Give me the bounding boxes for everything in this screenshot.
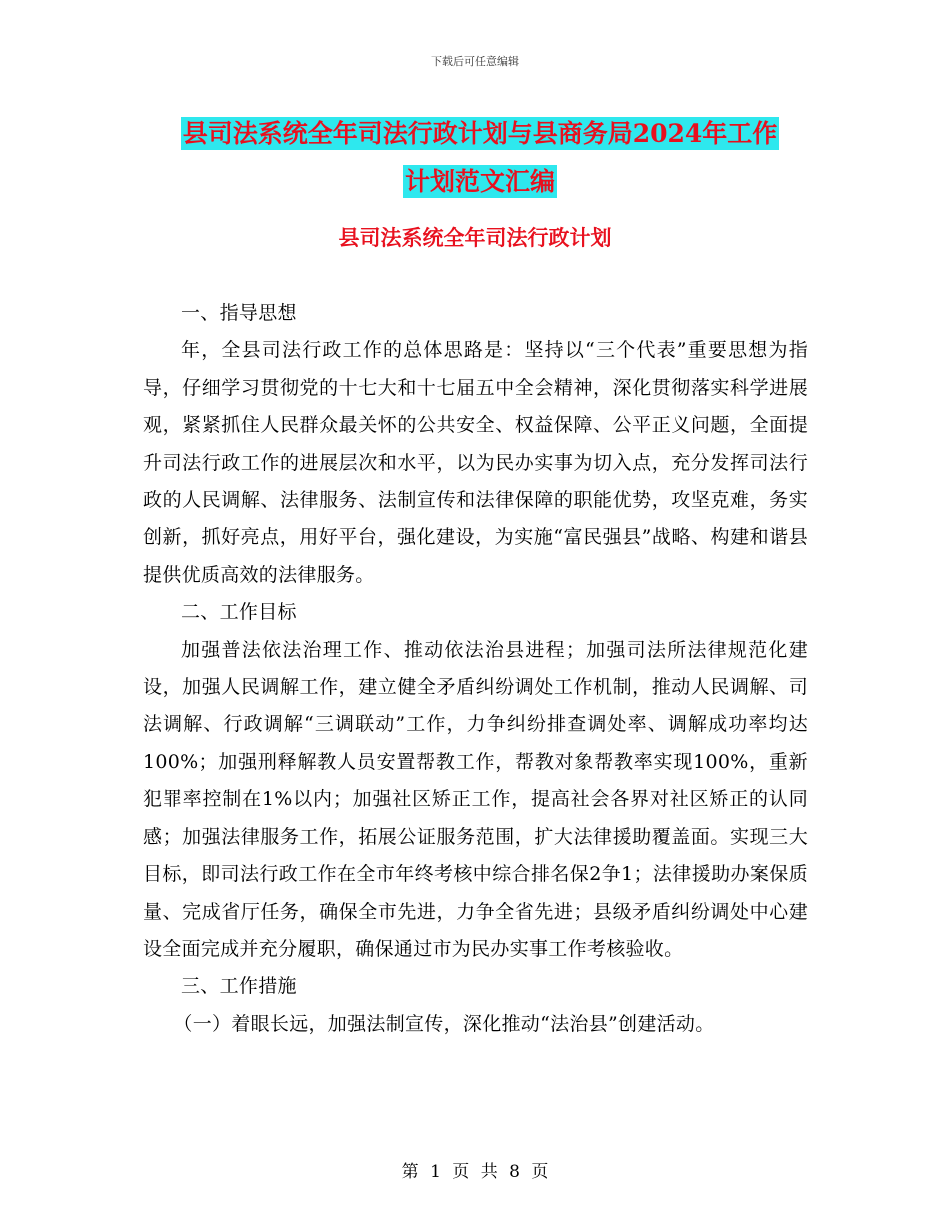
subheading-measure-1: （一）着眼长远，加强法制宣传，深化推动“法治县”创建活动。	[173, 1012, 715, 1035]
heading-guiding-thought: 一、指导思想	[181, 302, 297, 324]
document-title	[140, 110, 820, 206]
document-body	[143, 295, 808, 1043]
document-title-line2: 计划范文汇编	[404, 167, 555, 196]
paragraph-work-goals: 加强普法依法治理工作、推动依法治县进程；加强司法所法律规范化建设，加强人民调解工作，建立健全矛盾纠纷调处工作机制，推动人民调解、司法调解、行政调解“三调联动”工作，力争纠纷排查调处率、调解成功率均达100%；加强刑释解教人员安置帮教工作，帮教对象帮教率实现100%，重新犯罪率控制在1%以内；加强社区矫正工作，提高社会各界对社区矫正的认同感；加强法律服务工作，拓展公证服务范围，扩大法律援助覆盖面。实现三大目标，即司法行政工作在全市年终考核中综合排名保2争1；法律援助办案保质量、完成省厅任务，确保全市先进，力争全省先进；县级矛盾纠纷调处中心建设全面完成并充分履职，确保通过市为民办实事工作考核验收。	[143, 638, 808, 960]
heading-work-goals: 二、工作目标	[181, 601, 297, 624]
heading-work-measures: 三、工作措施	[181, 975, 297, 998]
section-title: 县司法系统全年司法行政计划	[338, 225, 612, 250]
paragraph-guiding-thought: 年，全县司法行政工作的总体思路是：坚持以“三个代表”重要思想为指导，仔细学习贯彻党的十七大和十七届五中全会精神，深化贯彻落实科学进展观，紧紧抓住人民群众最关怀的公共安全、权益保障、公平正义问题，全面提升司法行政工作的进展层次和水平，以为民办实事为切入点，充分发挥司法行政的人民调解、法律服务、法制宣传和法律保障的职能优势，攻坚克难，务实创新，抓好亮点，用好平台，强化建设，为实施“富民强县”战略、构建和谐县提供优质高效的法律服务。	[143, 339, 808, 586]
document-title-line1: 县司法系统全年司法行政计划与县商务局2024年工作	[182, 119, 778, 148]
page-header-note: 下载后可任意编辑	[431, 55, 519, 68]
page-number: 第 1 页 共 8 页	[401, 1162, 549, 1182]
